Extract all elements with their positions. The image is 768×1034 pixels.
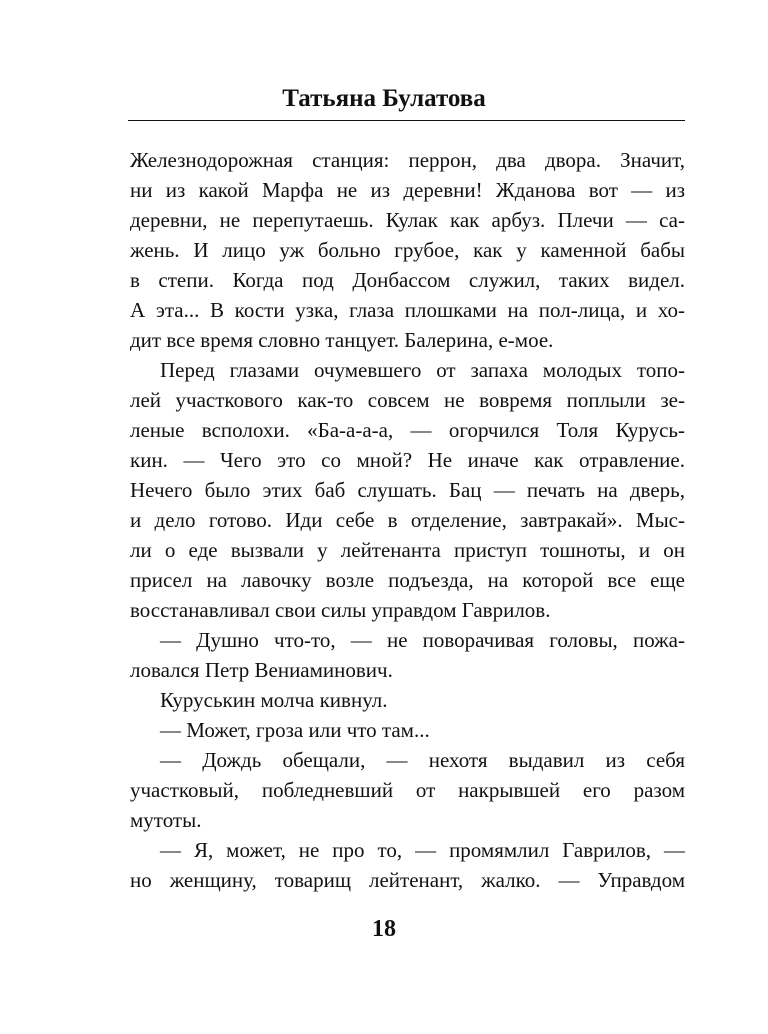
text-line: деревни, не перепутаешь. Кулак как арбуз. Плечи — са- <box>130 208 685 232</box>
text-line: лей участкового как-то совсем не вовремя поплыли зе- <box>130 388 685 412</box>
text-line: кин. — Чего это со мной? Не иначе как отравление. <box>130 448 685 472</box>
text-line: в степи. Когда под Донбассом служил, таких видел. <box>130 268 685 292</box>
text-line: участковый, побледневший от накрывшей его разом <box>130 778 685 802</box>
text-line: ли о еде вызвали у лейтенанта приступ тошноты, и он <box>130 538 685 562</box>
text-line: жень. И лицо уж больно грубое, как у каменной бабы <box>130 238 685 262</box>
header-divider <box>128 120 685 121</box>
text-line: — Я, может, не про то, — промямлил Гаврилов, — <box>160 838 685 862</box>
text-line: восстанавливал свои силы управдом Гаврилов. <box>130 598 551 622</box>
text-line: — Дождь обещали, — нехотя выдавил из себя <box>160 748 685 772</box>
text-line: мутоты. <box>130 808 202 832</box>
text-line: — Душно что-то, — не поворачивая головы, пожа- <box>160 628 685 652</box>
text-line: Железнодорожная станция: перрон, два двора. Значит, <box>130 148 685 172</box>
page-number: 18 <box>372 916 396 942</box>
text-line: ловался Петр Вениаминович. <box>130 658 393 682</box>
text-line: и дело готово. Иди себе в отделение, завтракай». Мыс- <box>130 508 685 532</box>
text-line: Перед глазами очумевшего от запаха молодых топо- <box>160 358 685 382</box>
text-line: — Может, гроза или что там... <box>160 718 430 742</box>
text-line: но женщину, товарищ лейтенант, жалко. — Управдом <box>130 868 685 892</box>
text-line: ни из какой Марфа не из деревни! Жданова вот — из <box>130 178 685 202</box>
text-line: Нечего было этих баб слушать. Бац — печать на дверь, <box>130 478 685 502</box>
text-line: Куруськин молча кивнул. <box>160 688 388 712</box>
text-line: А эта... В кости узка, глаза плошками на пол-лица, и хо- <box>130 298 685 322</box>
text-line: дит все время словно танцует. Балерина, е-мое. <box>130 328 554 352</box>
text-line: леные всполохи. «Ба-а-а-а, — огорчился Толя Курусь- <box>130 418 685 442</box>
running-header-author: Татьяна Булатова <box>282 85 486 112</box>
text-line: присел на лавочку возле подъезда, на которой все еще <box>130 568 685 592</box>
